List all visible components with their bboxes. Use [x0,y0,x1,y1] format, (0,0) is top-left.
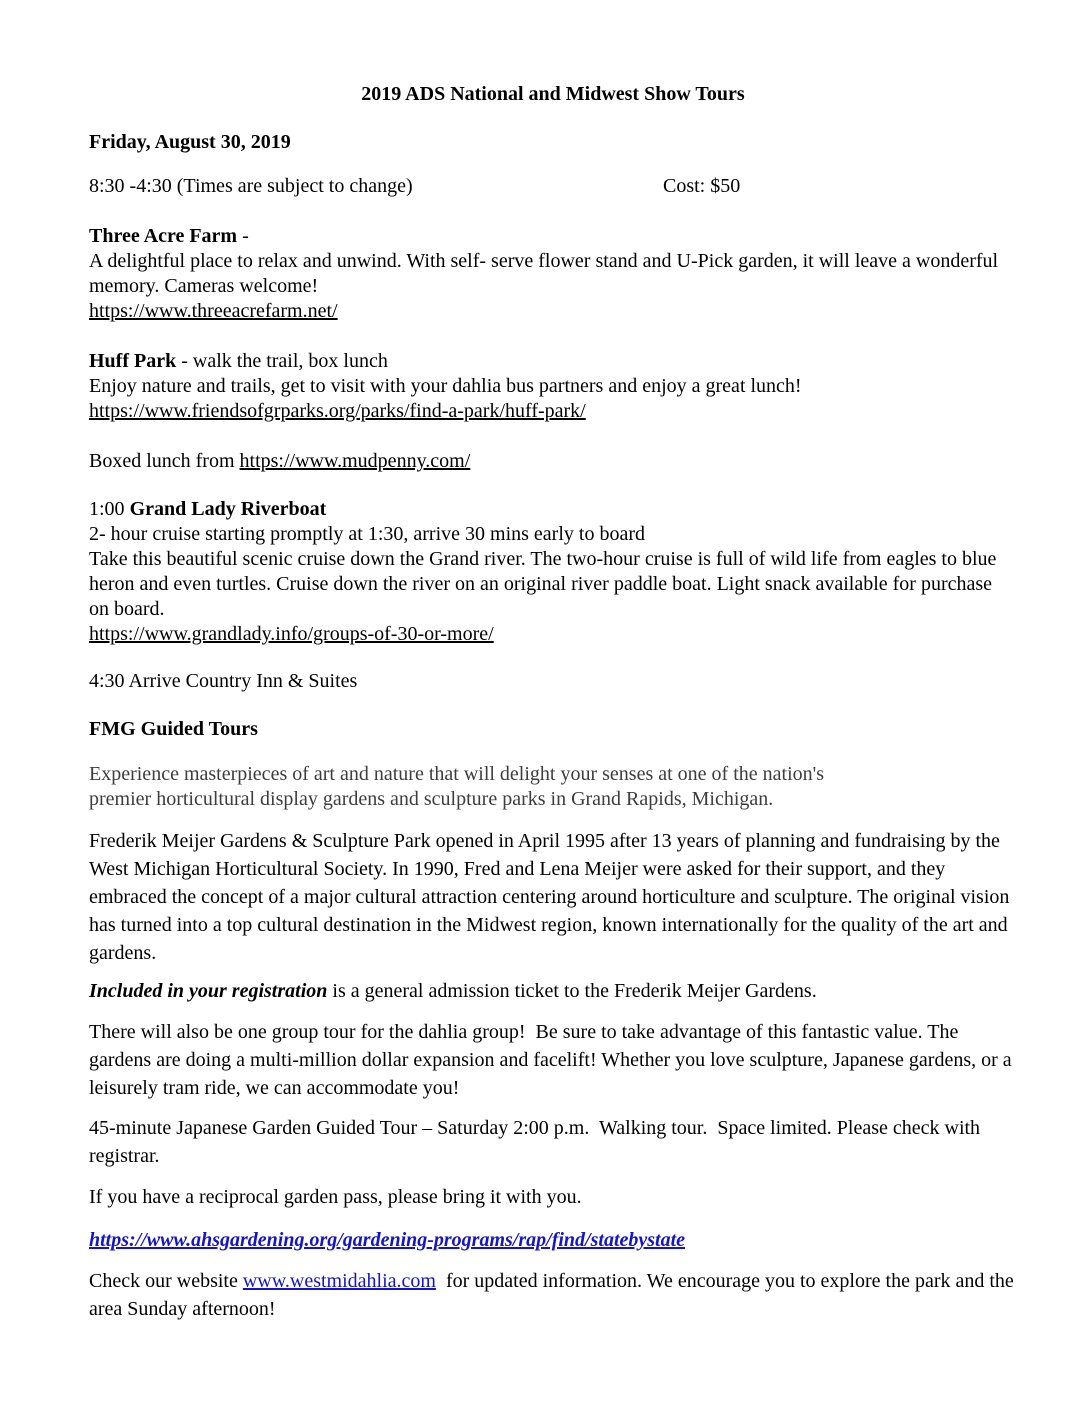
date-heading: Friday, August 30, 2019 [89,131,291,153]
boxed-lunch-line [89,449,1017,474]
riverboat-time: 1:00 [89,498,130,520]
fmg-history-paragraph: Frederik Meijer Gardens & Sculpture Park opened in April 1995 after 13 years of planning and fundraising by the West Michigan Horticultural Society. In 1990, Fred and Lena Meijer were asked for their support, and they embraced the concept of a major cultural attraction centering around horticulture and sculpture. The original vision has turned into a top cultural destination in the Midwest region, known internationally for the quality of the art and gardens. [89,830,1010,964]
mudpenny-link[interactable]: https://www.mudpenny.com/ [239,450,471,472]
fmg-japanese-tour-paragraph: 45-minute Japanese Garden Guided Tour – Saturday 2:00 p.m. Walking tour. Space limited. Please check with registrar. [89,1117,981,1167]
times-text: 8:30 -4:30 (Times are subject to change) [89,175,413,197]
fmg-included-label: Included in your registration [89,980,328,1002]
fmg-heading: FMG Guided Tours [89,718,258,740]
fmg-included-rest: is a general admission ticket to the Frederik Meijer Gardens. [327,980,817,1002]
riverboat-section [89,497,1017,647]
boxed-lunch-text: Boxed lunch from [89,450,240,472]
fmg-intro [89,762,1017,812]
check-website-text: Check our website [89,1270,243,1292]
fmg-reciprocal-line: If you have a reciprocal garden pass, please bring it with you. [89,1186,582,1208]
check-website-suffix: for updated information. We encourage you to explore the park and the area Sunday afternoon! [89,1270,1014,1320]
riverboat-name: Grand Lady Riverboat [129,498,327,520]
huff-park-description: Enjoy nature and trails, get to visit with your dahlia bus partners and enjoy a great lunch! [89,375,802,397]
times-row [89,174,1017,199]
ahs-gardening-link[interactable]: https://www.ahsgardening.org/gardening-programs/rap/find/statebystate [89,1229,686,1251]
three-acre-farm-dash: - [237,225,249,247]
document-title: 2019 ADS National and Midwest Show Tours [361,83,745,105]
riverboat-description: Take this beautiful scenic cruise down the Grand river. The two-hour cruise is full of wild life from eagles to blue heron and even turtles. Cruise down the river on an original river paddle boat. Light snack available for purchase on board. [89,548,997,620]
fmg-intro-line2: premier horticultural display gardens and sculpture parks in Grand Rapids, Michigan. [89,788,774,810]
westmidahlia-link[interactable]: www.westmidahlia.com [242,1270,436,1292]
three-acre-farm-section [89,224,1017,324]
three-acre-farm-description: A delightful place to relax and unwind. With self- serve flower stand and U-Pick garden, it will leave a wonderful memory. Cameras welcome! [89,250,999,297]
footer-check-website-line [89,1267,1017,1323]
grandlady-link[interactable]: https://www.grandlady.info/groups-of-30-or-more/ [89,623,494,645]
three-acre-farm-name: Three Acre Farm [89,225,238,247]
fmg-included-line [89,977,1017,1005]
fmg-intro-line1: Experience masterpieces of art and nature that will delight your senses at one of the nation's [89,763,825,785]
arrive-line: 4:30 Arrive Country Inn & Suites [89,670,358,692]
fmg-group-tour-paragraph: There will also be one group tour for the dahlia group! Be sure to take advantage of this fantastic value. The gardens are doing a multi-million dollar expansion and facelift! Whether you love sculpture, Japanese gardens, or a leisurely tram ride, we can accommodate you! [89,1021,1012,1099]
huff-park-subtitle: - walk the trail, box lunch [176,350,388,372]
huff-park-name: Huff Park [89,350,177,372]
cost-label: Cost: $50 [663,175,741,197]
huff-park-link[interactable]: https://www.friendsofgrparks.org/parks/find-a-park/huff-park/ [89,400,586,422]
ahs-link-line [89,1226,1017,1254]
huff-park-section [89,349,1017,424]
riverboat-cruise-line: 2- hour cruise starting promptly at 1:30, arrive 30 mins early to board [89,523,645,545]
three-acre-farm-link[interactable]: https://www.threeacrefarm.net/ [89,300,338,322]
